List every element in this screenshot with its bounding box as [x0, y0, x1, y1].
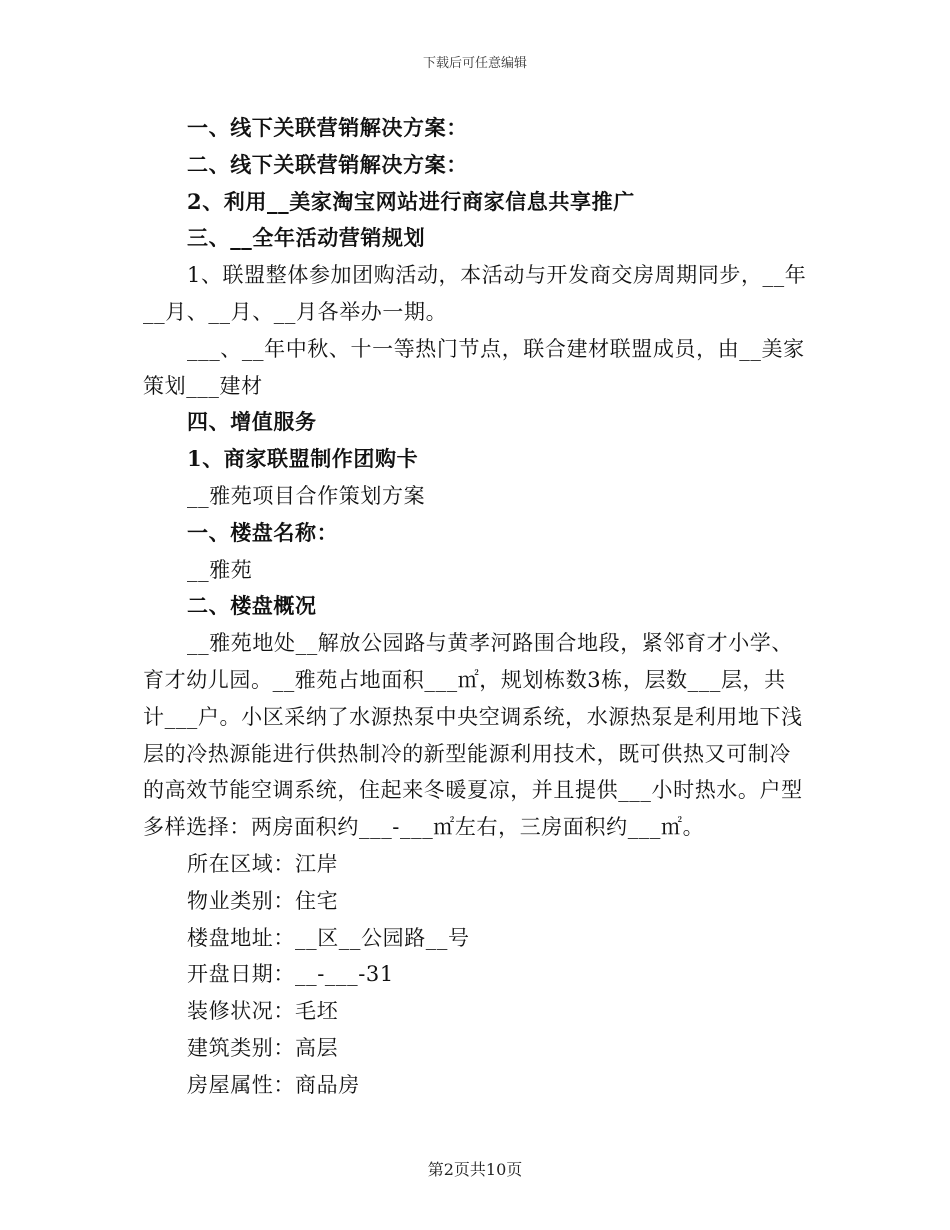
section-heading: 三、__全年活动营销规划 [187, 225, 426, 251]
section-heading: 2、利用__美家淘宝网站进行商家信息共享推广 [187, 188, 635, 214]
section-heading: 四、增值服务 [187, 409, 317, 435]
paragraph-line: 楼盘地址：__区__公园路__号 [187, 925, 470, 950]
paragraph-line: 1、联盟整体参加团购活动，本活动与开发商交房周期同步，__年 [187, 263, 807, 288]
section-heading: 1、商家联盟制作团购卡 [187, 446, 419, 472]
header-note: 下载后可任意编辑 [422, 56, 527, 71]
paragraph-line: __雅苑地处__解放公园路与黄孝河路围合地段，紧邻育才小学、 [187, 631, 793, 656]
paragraph-line: 的高效节能空调系统，住起来冬暖夏凉，并且提供___小时热水。户型 [143, 778, 803, 803]
paragraph-line: 育才幼儿园。__雅苑占地面积___㎡，规划栋数3栋，层数___层，共 [143, 667, 786, 692]
paragraph-line: 开盘日期：__-___-31 [187, 962, 394, 987]
paragraph-line: 房屋属性：商品房 [187, 1072, 360, 1097]
paragraph-line: 所在区域：江岸 [187, 851, 339, 876]
section-heading: 一、楼盘名称： [187, 519, 339, 545]
paragraph-line: 物业类别：住宅 [187, 888, 339, 913]
paragraph-line: 策划___建材 [143, 373, 263, 398]
paragraph-line: 装修状况：毛坯 [187, 999, 339, 1024]
document-body [143, 110, 808, 1104]
paragraph-line: 计___户。小区采纳了水源热泵中央空调系统，水源热泵是利用地下浅 [143, 704, 803, 729]
section-heading: 二、线下关联营销解决方案： [187, 151, 468, 177]
paragraph-line: __雅苑 [187, 557, 253, 582]
paragraph-line: __雅苑项目合作策划方案 [187, 483, 426, 508]
paragraph-line: 层的冷热源能进行供热制冷的新型能源利用技术，既可供热又可制冷 [143, 741, 791, 766]
paragraph-line: ___、__年中秋、十一等热门节点，联合建材联盟成员，由__美家 [187, 336, 805, 361]
page-number: 第2页共10页 [427, 1160, 523, 1179]
section-heading: 二、楼盘概况 [187, 593, 317, 619]
paragraph-line: 多样选择：两房面积约___-___㎡左右，三房面积约___㎡。 [143, 815, 705, 840]
section-heading: 一、线下关联营销解决方案： [187, 115, 468, 140]
paragraph-line: 建筑类别：高层 [187, 1035, 339, 1060]
paragraph-line: __月、__月、__月各举办一期。 [143, 299, 448, 324]
